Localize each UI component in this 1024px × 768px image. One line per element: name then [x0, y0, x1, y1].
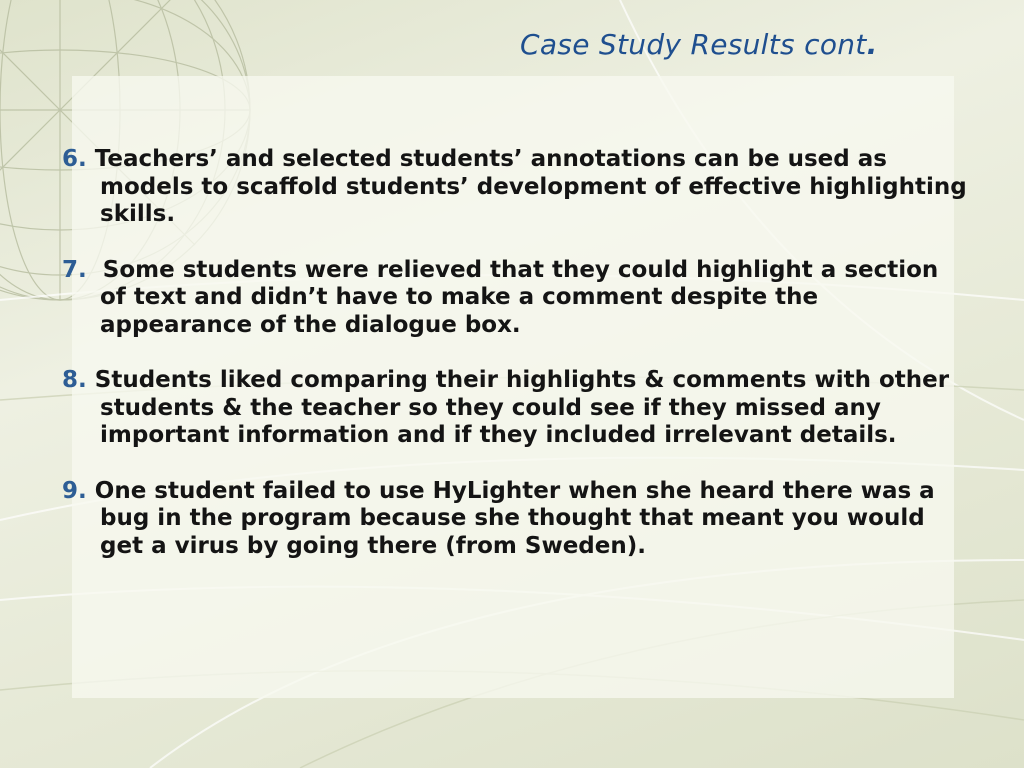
item-number: 9.: [62, 477, 87, 504]
title-period: .: [866, 28, 878, 61]
list-item: [62, 478, 972, 561]
list-item: [62, 146, 972, 229]
item-number: 8.: [62, 367, 87, 393]
list-item: [62, 367, 972, 450]
item-text: Some students were relieved that they could highlight a section of text and didn’t have to make a comment despite the appearance of the dialogue box.: [100, 256, 939, 338]
item-text: One student failed to use HyLighter when she heard there was a bug in the program because she thought that meant you would get a virus by going there (from Sweden).: [94, 477, 935, 559]
title-text: Case Study Results cont: [520, 28, 867, 61]
item-number: 6.: [62, 146, 87, 172]
item-number: 7.: [62, 256, 87, 283]
item-text: Students liked comparing their highlights & comments with other students & the teacher so they could see if they missed any important information and if they included irrelevant details.: [94, 367, 950, 448]
results-list: [62, 146, 972, 588]
page-title: [520, 28, 878, 61]
item-text: Teachers’ and selected students’ annotations can be used as models to scaffold students’ development of effective highlighting skills.: [94, 146, 967, 227]
list-item: [62, 257, 972, 340]
